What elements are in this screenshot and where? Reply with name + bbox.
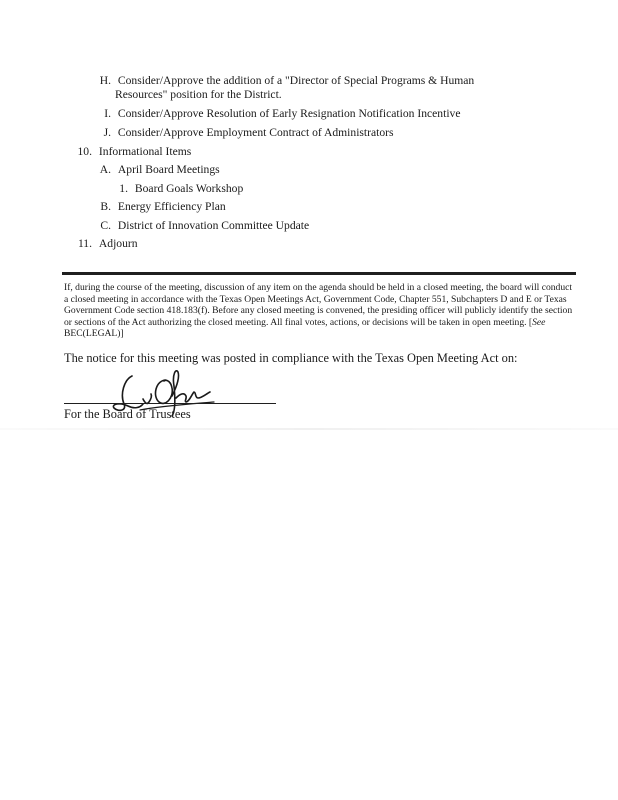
item-text: Energy Efficiency Plan [117,200,226,213]
agenda-item-10 [74,145,191,159]
item-letter: C. [100,219,111,232]
item-letter: I. [104,107,111,120]
signature-line [64,403,276,404]
item-letter: H. [99,74,111,87]
item-text: Consider/Approve Resolution of Early Resignation Notification Incentive [117,107,461,120]
item-number: 1. [119,182,128,195]
item-text: April Board Meetings [117,163,220,176]
item-text: Adjourn [98,237,138,250]
scan-artifact [0,428,618,430]
item-text: Informational Items [98,145,192,158]
item-number: 10. [77,145,92,158]
item-letter: J. [103,126,111,139]
item-letter: B. [100,200,111,213]
item-text: District of Innovation Committee Update [117,219,310,232]
item-text: Consider/Approve the addition of a "Director of Special Programs & Human [117,74,475,87]
posting-statement: The notice for this meeting was posted in compliance with the Texas Open Meeting Act on: [64,351,518,365]
item-letter: A. [99,163,111,176]
signature-label: For the Board of Trustees [64,407,191,421]
agenda-item-10a [95,163,220,177]
closed-meeting-notice [64,282,576,340]
item-number: 11. [77,237,92,250]
item-text: Consider/Approve Employment Contract of Administrators [117,126,394,139]
item-text: Board Goals Workshop [134,182,244,195]
notice-italic: See [532,316,546,328]
notice-text: If, during the course of the meeting, discussion of any item on the agenda should be held in a closed meeting, the board will conduct a closed meeting in accordance with the Texas Open Meetings Act, Government Code, Chapter 551, Subchapters D and E or Texas Government Code section 418.183(f). Before any closed meeting is convened, the presiding officer will publicly identify the section or sections of the Act authorizing the closed meeting. All final votes, actions, or decisions will be taken in open meeting. [ [64,282,573,328]
agenda-item-10c [95,219,309,233]
agenda-item-10a1 [116,182,243,196]
agenda-item-11 [74,237,138,251]
agenda-item-10b [95,200,226,214]
agenda-item-j [95,126,394,140]
agenda-item-h-continuation [115,88,282,102]
section-divider [62,272,576,275]
agenda-item-h [95,74,474,88]
agenda-item-i [95,107,461,121]
item-text: Resources" position for the District. [115,88,282,101]
notice-citation: BEC(LEGAL)] [64,328,124,340]
